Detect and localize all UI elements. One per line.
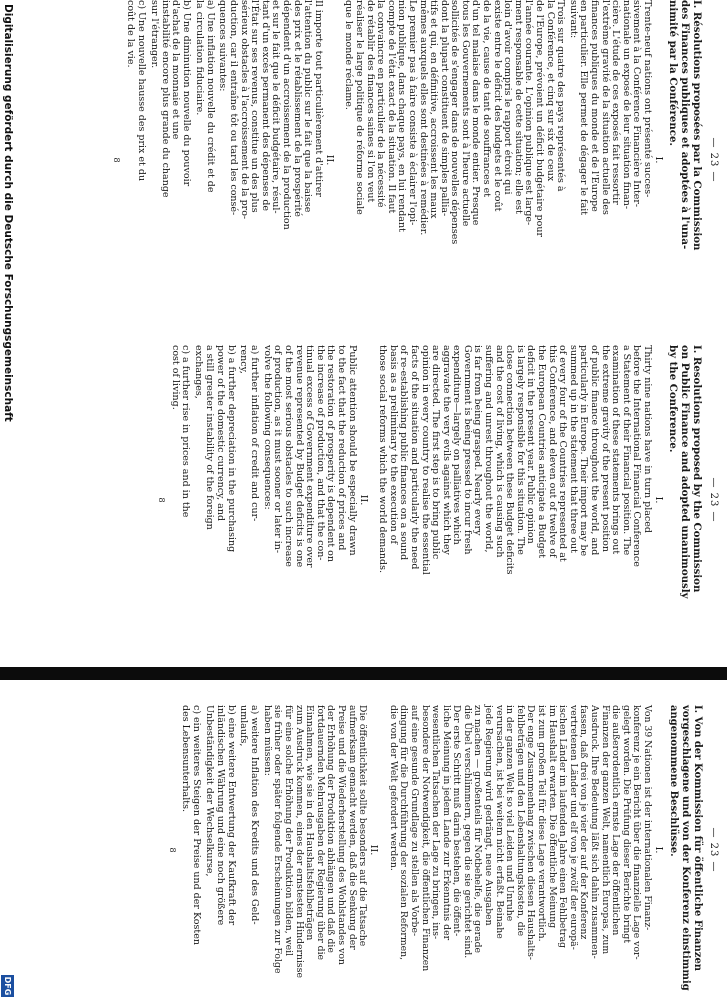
text-line: c) a further rise in prices and in the: [180, 345, 192, 518]
text-line: of re-establishing public finances on a sound: [398, 345, 410, 561]
text-line: power of the domestic currency, and: [214, 345, 226, 522]
text-line: c) ein weiteres Steigen der Preise und der Kosten: [191, 705, 203, 945]
text-line: sollicités de s'engager dans de nouvelles dépenses: [449, 0, 461, 245]
text-line: tinual excess of Government expenditure over: [304, 345, 316, 568]
text-line: vorgeschlagene und von der Konferenz einstimmig: [680, 705, 691, 991]
text-line: de rétablir des finances saines si l'on veut: [364, 0, 376, 203]
text-line: a) weitere Inflation des Kredits und des Geld-: [249, 705, 261, 925]
text-line: I. Von der Kommission für öffentliche Finanzen: [692, 705, 703, 972]
text-line: vertretenen Länder und elf von je zwölf der europä-: [567, 705, 579, 950]
text-line: deficit in the present year. Public opinion: [525, 345, 537, 544]
text-line: a) Une inflation nouvelle du crédit et de: [204, 0, 216, 193]
text-line: a Statement of their Financial position. The: [620, 345, 632, 556]
text-line: Einnahmen, wie sie in den Haushaltsfehlbeträgen: [304, 705, 316, 941]
text-line: et sur le fait que le déficit budgétaire, résul-: [270, 0, 282, 214]
consequence-list: [169, 345, 259, 655]
section-number: I.: [653, 156, 664, 164]
text-line: die außerordentlich ernste Lage der öffentlichen: [610, 705, 622, 936]
paragraph: [261, 705, 367, 995]
text-line: zum Ausdruck kommen, eines der ernstesten Hindernisse: [293, 705, 305, 978]
text-line: I. Resolutions proposed by the Commission: [691, 345, 703, 593]
text-line: the extreme gravity of the present position: [599, 345, 611, 553]
text-line: on Public Finance and adopted unanimously: [679, 345, 691, 599]
text-line: the European Countries anticipate a Budget: [536, 345, 548, 559]
text-line: die von der Welt gefordert werden.: [387, 705, 399, 871]
section-number: I.: [653, 496, 664, 504]
text-line: der Erhöhung der Produktion abhängen und daß die: [325, 705, 337, 953]
text-line: des prix et le rétablissement de la prospérité: [291, 0, 303, 217]
resolution-heading: [667, 0, 703, 320]
text-line: aufmerksam gemacht werden, daß die Senkung der: [346, 705, 358, 950]
text-line: l'attention du public sur le fait que la baisse: [302, 0, 314, 213]
page-number: — 23 —: [708, 827, 719, 873]
text-line: fehlbeträgen und den Lebenshaltungskosten, die: [514, 705, 526, 937]
list-item: [193, 0, 215, 320]
consequence-list: [180, 705, 260, 995]
text-line: Ausdruck. Ihre Bedeutung läßt sich dahin zusammen-: [589, 705, 601, 959]
section-number: II.: [368, 844, 380, 856]
digitisation-credit: Digitalisierung gefördert durch die Deutsche Forschungsgemeinschaft: [2, 4, 14, 422]
text-line: close connection between these Budget deficits: [504, 345, 516, 575]
text-line: facts of the situation and particularly the need: [408, 345, 420, 570]
text-line: nion publique, dans chaque pays, en lui rendant: [396, 0, 408, 232]
german-column: [168, 705, 719, 995]
text-line: Il importe tout particulièrement d'attirer: [312, 0, 324, 197]
text-line: a still greater instability of the foreign: [204, 345, 216, 530]
text-line: Der erste Schritt muß darin bestehen, die öffent-: [451, 705, 463, 937]
text-line: nimité par la Conférence.: [667, 0, 679, 146]
text-line: Public attention should be especially drawn: [346, 345, 358, 556]
paragraph: [261, 345, 356, 655]
page-number: — 23 —: [708, 477, 719, 523]
english-column: [157, 345, 719, 655]
text-line: of public finance throughout the world, and: [589, 345, 601, 556]
text-line: quences suivantes:: [217, 0, 229, 92]
paragraph: [387, 705, 652, 995]
text-line: dépendent d'un accroissement de la production: [281, 0, 292, 230]
text-line: des Finances publiques et adoptées à l'una-: [679, 0, 691, 250]
paragraph: [377, 345, 652, 655]
text-line: revenue represented by Budget deficits is one: [293, 345, 305, 568]
text-line: dingung für die Durchführung der sozialen Reformen,: [398, 705, 410, 961]
text-line: d'achat de la monnaie et une: [170, 0, 182, 140]
section-number: II.: [357, 494, 369, 506]
section-number: II.: [323, 154, 335, 166]
text-line: are directed. The first step is to bring public: [430, 345, 442, 560]
list-item: [238, 705, 260, 995]
text-line: and the cost of living, which is causing such: [493, 345, 505, 558]
text-line: to the fact that the reduction of prices and: [335, 345, 347, 551]
text-line: those social reforms which the world demands.: [377, 345, 389, 574]
text-line: Der enge Zusammenhang zwischen diesen Haushalts-: [525, 705, 537, 961]
text-line: die Übel verschlimmern, gegen die sie gerichtet sind.: [461, 705, 473, 959]
page-number: — 23 —: [708, 137, 719, 183]
text-line: examination of these statements brings out: [610, 345, 622, 555]
text-line: summed up in the statement that three out: [567, 345, 579, 553]
resolution-heading: [667, 345, 703, 655]
text-line: l'année courante. L'opinion publique est large-: [523, 0, 535, 226]
text-line: des Lebensunterhalts.: [180, 705, 192, 812]
text-line: sivement à la Conférence Financière Inter-: [631, 0, 643, 208]
paragraph: [217, 0, 323, 320]
text-line: I. Résolutions proposées par la Commission: [691, 0, 703, 251]
consequence-list: [124, 0, 214, 320]
text-line: instabilité encore plus grande du change: [159, 0, 171, 198]
text-line: de la vie, cause de tant de souffrances et: [481, 0, 493, 198]
text-line: finances publiques du monde et de l'Europe: [589, 0, 601, 212]
text-line: a) further inflation of credit and cur-: [249, 345, 261, 522]
text-line: of every four of the Countries represented at: [557, 345, 569, 562]
text-line: besondere der Notwendigkeit, die öffentlichen Finanzen: [419, 705, 431, 972]
text-line: im Haushalt erwarten. Die öffentliche Meinung: [546, 705, 558, 929]
text-line: Government is being pressed to incur fresh: [461, 345, 473, 555]
list-item: [169, 345, 191, 655]
list-item: [148, 0, 191, 320]
text-line: duction, car il entraîne tôt ou tard les consé-: [228, 0, 240, 216]
text-line: en particulier. Elle permet de dégager le fait: [578, 0, 590, 216]
text-line: jede Regierung wird gedrängt, neue Ausgaben: [483, 705, 495, 926]
text-line: ment responsable de cette situation; elle est: [512, 0, 524, 214]
list-item: [238, 345, 260, 655]
text-line: c) Une nouvelle hausse des prix et du: [136, 0, 148, 182]
text-line: verursachen, ist bei weitem nicht erfaßt. Beinahe: [493, 705, 505, 939]
text-line: is far from being grasped. Nearly every: [472, 345, 484, 536]
text-line: la circulation fiduciaire.: [194, 0, 206, 116]
text-line: in der ganzen Welt so viel Leiden und Unruhe: [504, 705, 516, 922]
text-line: tous les Gouvernements sont à l'heure actuelle: [459, 0, 471, 227]
text-line: auf eine gesunde Grundlage zu stellen als Vorbe-: [408, 705, 420, 937]
text-line: gelegt worden. Die Prüfung dieser Berichte bringt: [620, 705, 632, 944]
text-line: existe entre le déficit des budgets et le coût: [491, 0, 503, 212]
text-line: réaliser le large politique de réforme sociale: [353, 0, 365, 215]
text-line: mêmes auxquels elles sont destinées à remédier.: [417, 0, 429, 236]
text-line: ischen Länder im laufenden Jahre einen Fehlbetrag: [557, 705, 569, 949]
text-line: umlaufs,: [238, 705, 250, 747]
text-line: Die öffentlichkeit sollte besonders auf die Tatsache: [357, 705, 369, 947]
text-line: aggravate the very evils against which they: [440, 345, 452, 555]
text-line: the increase of production, and that the con-: [314, 345, 326, 561]
text-line: of the most serious obstacles to such increase: [283, 345, 294, 567]
text-line: angenommene Beschlüsse.: [668, 705, 679, 857]
text-line: dont la plupart constituent de simples pallia-: [438, 0, 450, 217]
text-line: volve the following consequences:: [261, 345, 273, 510]
text-line: d'un tel malaise dans le monde entier. Presque: [470, 0, 482, 226]
text-line: exchanges,: [193, 345, 205, 399]
text-line: la Conférence, et cinq sur six de ceux: [544, 0, 556, 182]
dfg-logo-icon: DFG: [3, 976, 12, 996]
scan-gutter-bar: [0, 667, 727, 680]
text-line: für eine solche Erhöhung der Produktion bilden, weil: [283, 705, 294, 957]
text-line: fassen, daß drei von je vier der auf der Konferenz: [578, 705, 590, 940]
text-line: Thirty nine nations have in turn placed: [642, 345, 653, 533]
text-line: fortdauernden Mehrausgaben der Regierung über die: [314, 705, 326, 961]
text-line: wesentlichen Tatsachen der Lage zu bringen, ins-: [430, 705, 442, 940]
section-number: I.: [653, 846, 664, 854]
text-line: tant d'un excès permanent des dépenses de: [259, 0, 271, 212]
text-line: loin d'avoir compris le rapport étroit qui: [502, 0, 514, 195]
text-line: Finanzen der ganzen Welt, namentlich Europas, zum: [599, 705, 611, 955]
text-line: coût de la vie.: [125, 0, 137, 68]
text-line: suffering and unrest throughout the world,: [483, 345, 495, 553]
text-line: Trois sur quatre des pays représentés à: [555, 0, 567, 192]
french-column: [112, 0, 719, 320]
text-line: Preise und die Wiederherstellung des Wohlstandes von: [335, 705, 347, 965]
text-line: expenditure—largely on palliatives which: [451, 345, 463, 545]
text-line: is largely responsible for this situation. The: [514, 345, 526, 555]
list-item: [180, 705, 202, 995]
text-line: this Conference, and eleven out of twelve of: [546, 345, 558, 558]
text-line: Unbeständigkeit der Wechselkurse,: [204, 705, 216, 877]
text-line: of production, as it must sooner or later in-: [272, 345, 284, 554]
text-line: before the International Financial Conference: [631, 345, 643, 567]
list-item: [192, 345, 235, 655]
text-line: Von 39 Nationen ist der internationalen Finanz-: [642, 705, 653, 931]
text-line: suivant:: [567, 0, 579, 39]
text-line: zu machen — großenteils für Notbehelfe, die gerade: [472, 705, 484, 954]
paragraph: [567, 0, 652, 320]
text-line: sur l'étranger.: [148, 0, 160, 69]
text-line: b) a further depreciation in the purchasing: [225, 345, 237, 553]
text-line: tifs et qui, en définitive, accroissent les maux: [428, 0, 440, 219]
resolution-heading: [667, 705, 703, 995]
text-line: opinion in every country to realise the essential: [419, 345, 431, 575]
text-line: inländischen Währung und eine noch größere: [214, 705, 226, 926]
text-line: rency,: [238, 345, 250, 374]
text-line: cost of living.: [169, 345, 181, 410]
text-line: compte de l'état exact de la situation. Il faut: [385, 0, 397, 214]
text-line: the restoration of prosperity is dependent on: [325, 345, 337, 562]
text-line: sérieux obstacles à l'accroissement de la pro-: [238, 0, 250, 220]
text-line: konferenz je ein Bericht über die finanzielle Lage vor-: [631, 705, 643, 960]
text-line: Le premier pas à faire consiste à éclairer l'opi-: [406, 0, 418, 226]
page-mark: 8: [167, 847, 177, 853]
text-line: que le monde réclame.: [343, 0, 355, 110]
text-line: Trente-neuf nations ont présenté succes-: [642, 0, 653, 198]
text-line: l'extrême gravité de la situation actuelle des: [599, 0, 611, 215]
text-line: b) Une diminution nouvelle du pouvoir: [181, 0, 193, 187]
text-line: l'État sur ses revenus, constitue un des plus: [249, 0, 261, 213]
text-line: liche Meinung in jedem Lande zur Erkenntnis der: [440, 705, 452, 941]
text-line: basis as a preliminary to the execution of: [387, 345, 399, 544]
text-line: nationale un exposé de leur situation finan-: [620, 0, 632, 210]
text-line: de l'Europe, prévoient un déficit budgétaire pour: [534, 0, 546, 238]
list-item: [203, 705, 235, 995]
digitisation-footer: [0, 0, 15, 1000]
paragraph: [343, 0, 565, 320]
text-line: by the Conference.: [667, 345, 679, 453]
list-item: [124, 0, 146, 320]
text-line: haben müssen:: [261, 705, 273, 776]
text-line: cière. L'étude de ces exposés fait ressortir: [610, 0, 622, 205]
text-line: la convaincre en particulier de la nécessité: [375, 0, 387, 208]
page-mark: 8: [112, 157, 122, 163]
text-line: particularly in Europe. Their import may be: [578, 345, 590, 557]
page-mark: 8: [156, 497, 166, 503]
text-line: ist zum großen Teil für diese Lage verantwortlich.: [536, 705, 548, 942]
text-line: b) eine weitere Entwertung der Kaufkraft der: [225, 705, 237, 926]
text-line: sie früher oder später folgende Erscheinungen zur Folge: [272, 705, 284, 974]
